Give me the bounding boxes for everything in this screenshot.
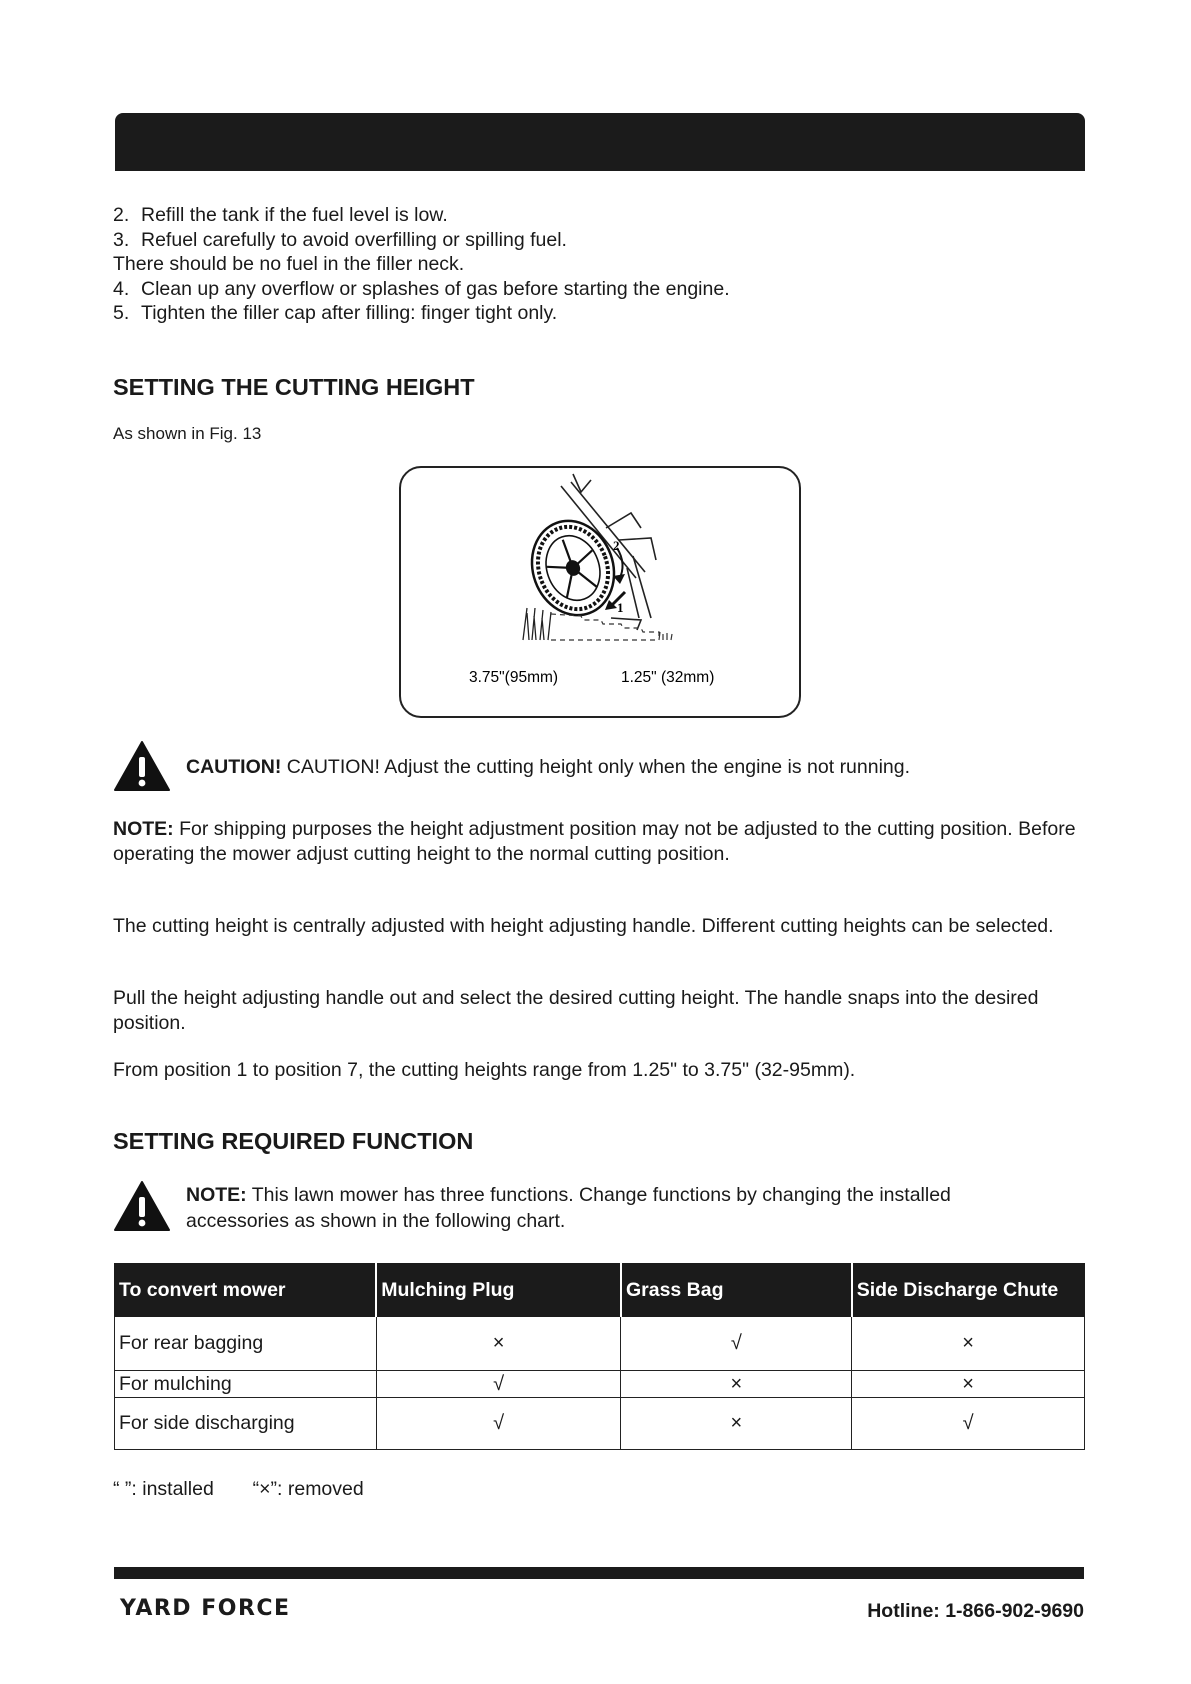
table-cell: ×: [621, 1398, 852, 1450]
paragraph-height-range: From position 1 to position 7, the cutting heights range from 1.25" to 3.75" (32-95mm).: [113, 1059, 856, 1081]
list-item: 2. Refill the tank if the fuel level is low.: [113, 204, 448, 226]
table-header: Grass Bag: [621, 1264, 852, 1317]
table-cell: ×: [621, 1371, 852, 1398]
table-cell: √: [621, 1317, 852, 1371]
caution-text: CAUTION! CAUTION! Adjust the cutting height only when the engine is not running.: [186, 756, 911, 778]
section-title-cutting-height: SETTING THE CUTTING HEIGHT: [113, 374, 475, 400]
table-cell: ×: [852, 1371, 1085, 1398]
warning-triangle-icon: [113, 740, 171, 792]
note-three-functions: NOTE: This lawn mower has three functions. Change functions by changing the installed accessories as shown in the following chart.: [186, 1184, 951, 1232]
hotline-text: Hotline: 1-866-902-9690: [867, 1600, 1084, 1622]
fuel-steps-list: [113, 203, 1013, 326]
table-header: To convert mower: [115, 1264, 377, 1317]
table-legend: [113, 1478, 364, 1501]
figure-label-max-height: 3.75"(95mm): [469, 669, 559, 686]
table-header: Mulching Plug: [376, 1264, 621, 1317]
table-cell: ×: [376, 1317, 621, 1371]
figure-label-min-height: 1.25" (32mm): [621, 669, 715, 686]
mower-wheel-illustration: [401, 468, 799, 716]
table-row: [115, 1398, 1085, 1450]
table-cell: √: [852, 1398, 1085, 1450]
legend-removed: “×”: removed: [252, 1478, 364, 1500]
table-header: Side Discharge Chute: [852, 1264, 1085, 1317]
function-table: [114, 1263, 1085, 1450]
note-shipping: NOTE: For shipping purposes the height adjustment position may not be adjusted to the cutting position. Before operating the mower adjust cutting height to the normal cutting position.: [113, 818, 1076, 865]
callout-2: 2: [613, 538, 620, 553]
table-header-row: [115, 1264, 1085, 1317]
figure-cutting-height: [399, 466, 801, 718]
table-cell: For side discharging: [115, 1398, 377, 1450]
table-cell: ×: [852, 1317, 1085, 1371]
list-item: 5. Tighten the filler cap after filling: finger tight only.: [113, 302, 558, 324]
table-cell: √: [376, 1371, 621, 1398]
figure-reference: As shown in Fig. 13: [113, 424, 262, 443]
paragraph-central-adjust: The cutting height is centrally adjusted with height adjusting handle. Different cutting heights can be selected.: [113, 915, 1054, 937]
brand-logo: YARD FORCE: [120, 1596, 291, 1621]
table-row: [115, 1317, 1085, 1371]
callout-1: 1: [617, 600, 624, 615]
list-item: 4. Clean up any overflow or splashes of gas before starting the engine.: [113, 277, 730, 300]
list-item-continuation: There should be no fuel in the filler neck.: [113, 253, 465, 275]
table-row: [115, 1371, 1085, 1398]
table-cell: For rear bagging: [115, 1317, 377, 1371]
table-cell: For mulching: [115, 1371, 377, 1398]
legend-installed: “ ”: installed: [113, 1478, 214, 1500]
section-title-required-function: SETTING REQUIRED FUNCTION: [113, 1128, 474, 1154]
table-cell: √: [376, 1398, 621, 1450]
paragraph-pull-handle: Pull the height adjusting handle out and select the desired cutting height. The handle snaps into the desired position.: [113, 987, 1039, 1034]
warning-triangle-icon: [113, 1180, 171, 1232]
footer-bar: [114, 1567, 1084, 1579]
list-item: 3. Refuel carefully to avoid overfilling or spilling fuel.: [113, 228, 567, 251]
header-bar: [115, 113, 1085, 171]
